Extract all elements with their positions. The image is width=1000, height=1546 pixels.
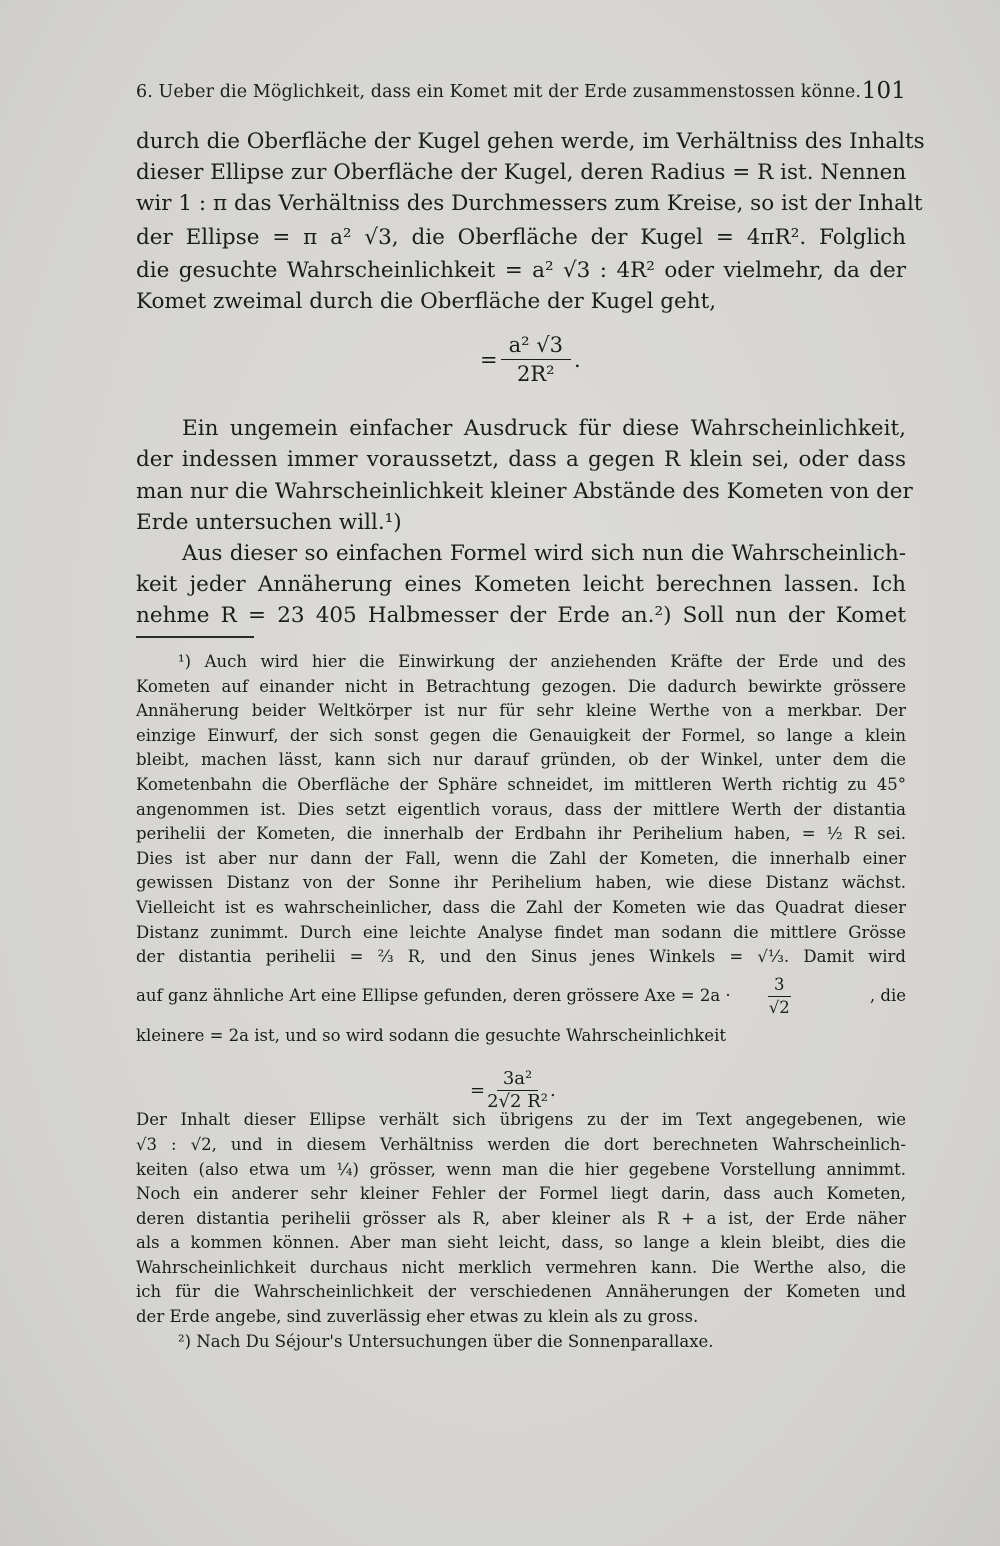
text-line: Ein ungemein einfacher Ausdruck für diese Wahrscheinlichkeit,: [182, 416, 906, 442]
text-line: man nur die Wahrscheinlichkeit kleiner Abstände des Kometen von der: [136, 478, 913, 504]
text-line: Komet zweimal durch die Oberfläche der Kugel geht,: [136, 289, 717, 315]
text-line: nehme R = 23 405 Halbmesser der Erde an.²) Soll nun der Komet: [136, 602, 906, 628]
footnote-line: deren distantia perihelii grösser als R, aber kleiner als R + a ist, der Erde näher: [136, 1208, 906, 1228]
footnote-line: der Erde angebe, sind zuverlässig eher etwas zu klein als zu gross.: [136, 1307, 699, 1327]
footnote-line: bleibt, machen lässt, kann sich nur darauf gründen, ob der Winkel, unter dem die: [136, 750, 906, 770]
inline-fraction: [768, 974, 791, 1019]
paragraph-2: [136, 413, 913, 537]
formula-period: .: [573, 347, 581, 372]
text-line: wir 1 : π das Verhältniss des Durchmessers zum Kreise, so ist der Inhalt: [136, 191, 923, 217]
footnotes: [136, 650, 906, 1354]
equals-sign: =: [470, 1080, 486, 1101]
running-title: 6. Ueber die Möglichkeit, dass ein Komet mit der Erde zusammenstossen könne.: [136, 82, 861, 102]
text-line: Aus dieser so einfachen Formel wird sich nun die Wahrscheinlich-: [182, 540, 906, 566]
footnote-axe-line: [136, 970, 906, 1024]
footnote-line: Der Inhalt dieser Ellipse verhält sich übrigens zu der im Text angegebenen, wie: [136, 1110, 906, 1130]
fraction-numerator: 3a²: [497, 1068, 538, 1091]
paragraph-1: [136, 126, 925, 317]
fraction-numerator: a² √3: [501, 332, 571, 360]
footnote-rule: [136, 636, 254, 638]
fraction: [501, 332, 571, 387]
paragraph-3: [136, 538, 906, 631]
footnote-1: [136, 650, 906, 1330]
text-line: dieser Ellipse zur Oberfläche der Kugel, deren Radius = R ist. Nennen: [136, 160, 907, 186]
fraction: [487, 1068, 548, 1113]
text-line: die gesuchte Wahrscheinlichkeit = a² √3 : 4R² oder vielmehr, da der: [136, 258, 906, 284]
axe-line-text: auf ganz ähnliche Art eine Ellipse gefunden, deren grössere Axe = 2a ·: [136, 986, 731, 1006]
inline-fraction-denominator: √2: [768, 998, 790, 1018]
footnote-line: ich für die Wahrscheinlichkeit der verschiedenen Annäherungen der Kometen und: [136, 1282, 906, 1302]
display-formula-2: [470, 1068, 556, 1113]
footnote-line: Annäherung beider Weltkörper ist nur für sehr kleine Werthe von a merkbar. Der: [136, 701, 906, 721]
page-number: 101: [861, 78, 906, 104]
footnote-line: kleinere = 2a ist, und so wird sodann die gesuchte Wahrscheinlichkeit: [136, 1025, 726, 1045]
formula-period: .: [549, 1080, 556, 1101]
footnote-line: Dies ist aber nur dann der Fall, wenn die Zahl der Kometen, die innerhalb einer: [136, 848, 906, 868]
fraction-denominator: 2R²: [516, 362, 555, 386]
axe-line-tail: , die: [869, 986, 906, 1006]
page-header: [136, 78, 906, 108]
text-line: durch die Oberfläche der Kugel gehen werde, im Verhältniss des Inhalts: [136, 129, 925, 154]
footnote-line: Vielleicht ist es wahrscheinlicher, dass die Zahl der Kometen wie das Quadrat dieser: [136, 897, 906, 917]
footnote-line: ¹) Auch wird hier die Einwirkung der anziehenden Kräfte der Erde und des: [178, 652, 906, 671]
footnote-line: Wahrscheinlichkeit durchaus nicht merklich vermehren kann. Die Werthe also, die: [136, 1257, 906, 1277]
footnote-2: ²) Nach Du Séjour's Untersuchungen über die Sonnenparallaxe.: [178, 1331, 714, 1351]
footnote-line: der distantia perihelii = ⅔ R, und den Sinus jenes Winkels = √⅓. Damit wird: [136, 947, 906, 967]
footnote-line: Noch ein anderer sehr kleiner Fehler der Formel liegt darin, dass auch Kometen,: [136, 1184, 906, 1204]
footnote-line: Distanz zunimmt. Durch eine leichte Analyse findet man sodann die mittlere Grösse: [136, 922, 906, 942]
text-line: der Ellipse = π a² √3, die Oberfläche der Kugel = 4πR². Folglich: [136, 225, 906, 251]
text-line: Erde untersuchen will.¹): [136, 509, 402, 535]
footnote-line: Kometen auf einander nicht in Betrachtung gezogen. Die dadurch bewirkte grössere: [136, 676, 906, 696]
text-line: der indessen immer voraussetzt, dass a gegen R klein sei, oder dass: [136, 447, 906, 473]
footnote-line: perihelii der Kometen, die innerhalb der Erdbahn ihr Perihelium haben, = ½ R sei.: [136, 824, 906, 844]
footnote-line: Kometenbahn die Oberfläche der Sphäre schneidet, im mittleren Werth richtig zu 45°: [136, 774, 906, 794]
footnote-line: einzige Einwurf, der sich sonst gegen die Genauigkeit der Formel, so lange a klein: [136, 725, 906, 745]
inline-fraction-numerator: 3: [768, 974, 791, 997]
footnote-line: √3 : √2, und in diesem Verhältniss werden die dort berechneten Wahrscheinlich-: [136, 1134, 906, 1154]
display-formula-1: [480, 332, 581, 387]
footnote-line: angenommen ist. Dies setzt eigentlich voraus, dass der mittlere Werth der distantia: [136, 799, 906, 819]
fraction-denominator: 2√2 R²: [487, 1091, 548, 1112]
text-line: keit jeder Annäherung eines Kometen leicht berechnen lassen. Ich: [136, 571, 906, 597]
footnote-line: als a kommen können. Aber man sieht leicht, dass, so lange a klein bleibt, dies die: [136, 1233, 906, 1253]
footnote-line: gewissen Distanz von der Sonne ihr Perihelium haben, wie diese Distanz wächst.: [136, 873, 906, 893]
equals-sign: =: [480, 347, 498, 372]
footnote-line: keiten (also etwa um ¼) grösser, wenn man die hier gegebene Vorstellung annimmt.: [136, 1159, 906, 1179]
